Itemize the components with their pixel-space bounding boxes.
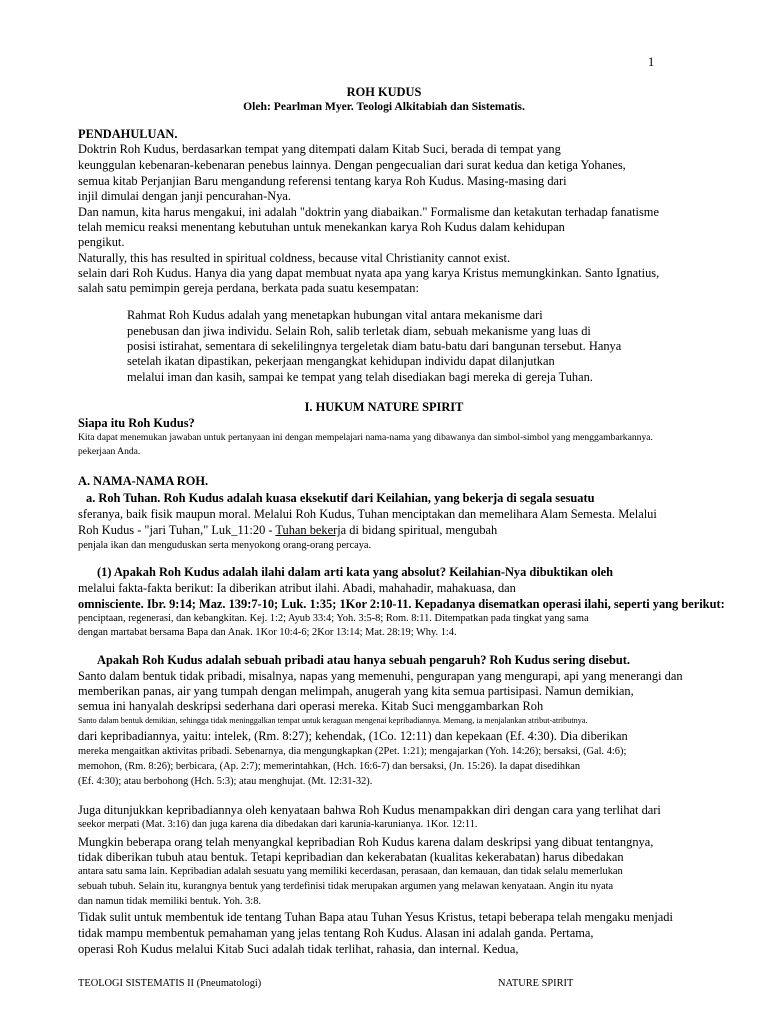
small-line: pekerjaan Anda. xyxy=(78,446,141,457)
question-heading: Siapa itu Roh Kudus? xyxy=(78,416,195,430)
body-line: salah satu pemimpin gereja perdana, berkata pada suatu kesempatan: xyxy=(78,281,419,295)
body-line: Dan namun, kita harus mengakui, ini adalah "doktrin yang diabaikan." Formalisme dan ketakutan terhadap fanatisme xyxy=(78,205,659,219)
quote-line: setelah ikatan dipastikan, pekerjaan mengangkat kehidupan individu dapat dilanjutkan xyxy=(127,354,555,368)
small-line: dan namun tidak memiliki bentuk. Yoh. 3:8. xyxy=(78,896,261,907)
quote-line: Rahmat Roh Kudus adalah yang menetapkan hubungan vital antara mekanisme dari xyxy=(127,308,543,322)
small-line: dengan martabat bersama Bapa dan Anak. 1Kor 10:4-6; 2Kor 13:14; Mat. 28:19; Why. 1:4. xyxy=(78,627,457,638)
body-line: Roh Kudus - "jari Tuhan," Luk_11:20 - Tuhan bekerja di bidang spiritual, mengubah xyxy=(78,523,498,537)
body-line: operasi Roh Kudus melalui Kitab Suci adalah tidak terlihat, rahasia, dan internal. Kedua, xyxy=(78,942,519,956)
quote-line: melalui iman dan kasih, sampai ke tempat yang telah disediakan bagi mereka di gereja Tuhan. xyxy=(127,370,593,384)
body-line: melalui fakta-fakta berikut: Ia diberikan atribut ilahi. Abadi, mahahadir, mahakuasa, dan xyxy=(78,581,516,595)
body-line: semua kitab Perjanjian Baru mengandung referensi tentang karya Roh Kudus. Masing-masing dari xyxy=(78,174,567,188)
page-number: 1 xyxy=(648,55,655,69)
body-line: pengikut. xyxy=(78,235,125,249)
small-line: sebuah tubuh. Selain itu, kurangnya bentuk yang terdefinisi tidak merupakan argumen yang melawan kenyataan. Angin itu nyata xyxy=(78,881,614,892)
body-line: sferanya, baik fisik maupun moral. Melalui Roh Kudus, Tuhan menciptakan dan memelihara Alam Semesta. Melalui xyxy=(78,507,657,521)
point-2-heading: Apakah Roh Kudus adalah sebuah pribadi atau hanya sebuah pengaruh? Roh Kudus sering disebut. xyxy=(97,653,630,667)
body-line: Naturally, this has resulted in spiritual coldness, because vital Christianity cannot exist. xyxy=(78,251,511,265)
small-line: Kita dapat menemukan jawaban untuk pertanyaan ini dengan mempelajari nama-nama yang dibawanya dan simbol-simbol yang menggambarkannya. xyxy=(78,432,653,443)
subheading-a: a. Roh Tuhan. Roh Kudus adalah kuasa eksekutif dari Keilahian, yang bekerja di segala sesuatu xyxy=(86,491,595,505)
footer-right: NATURE SPIRIT xyxy=(498,978,574,989)
body-line: Doktrin Roh Kudus, berdasarkan tempat yang ditempati dalam Kitab Suci, berada di tempat yang xyxy=(78,142,561,156)
small-line: antara satu sama lain. Kepribadian adalah sesuatu yang memiliki kecerdasan, perasaan, dan kemauan, dan tidak selalu memerlukan xyxy=(78,866,623,877)
small-line: memohon, (Rm. 8:26); berbicara, (Ap. 2:7); memerintahkan, (Hch. 16:6-7) dan bersaksi, (Jn. 15:26). Ia dapat disedihkan xyxy=(78,761,581,772)
body-line: telah memicu reaksi menentang kebutuhan untuk menekankan karya Roh Kudus dalam kehidupan xyxy=(78,220,565,234)
body-line: memberikan panas, air yang tumpah dengan melimpah, anugerah yang kita semua partisipasi. Namun demikian, xyxy=(78,684,634,698)
body-line: injil dimulai dengan janji pencurahan-Nya. xyxy=(78,189,291,203)
body-line: Santo dalam bentuk tidak pribadi, misalnya, napas yang memenuhi, pengurapan yang mengurapi, api yang menerangi dan xyxy=(78,669,683,683)
body-line: semua ini hanyalah deskripsi sederhana dari operasi mereka. Kitab Suci menggambarkan Roh xyxy=(78,699,544,713)
footer-left: TEOLOGI SISTEMATIS II (Pneumatologi) xyxy=(78,978,262,989)
small-line: penjala ikan dan menguduskan serta menyokong orang-orang percaya. xyxy=(78,540,372,551)
body-line-bold: omnisciente. Ibr. 9:14; Maz. 139:7-10; Luk. 1:35; 1Kor 2:10-11. Kepadanya disematkan operasi ilahi, seperti yang berikut: xyxy=(78,597,725,611)
document-title: ROH KUDUS xyxy=(346,85,422,99)
small-line: seekor merpati (Mat. 3:16) dan juga karena dia dibedakan dari karunia-karunianya. 1Kor. 12:11. xyxy=(78,819,478,830)
body-line: tidak mampu membentuk pemahaman yang jelas tentang Roh Kudus. Alasan ini adalah ganda. Pertama, xyxy=(78,926,594,940)
small-line: mereka mengaitkan aktivitas pribadi. Sebenarnya, dia mengungkapkan (2Pet. 1:21); mengajarkan (Yoh. 14:26); bersaksi, (Gal. 4:6); xyxy=(78,746,627,757)
body-line: Juga ditunjukkan kepribadiannya oleh kenyataan bahwa Roh Kudus menampakkan diri dengan cara yang terlihat dari xyxy=(78,803,661,817)
body-line: Tidak sulit untuk membentuk ide tentang Tuhan Bapa atau Tuhan Yesus Kristus, tetapi beberapa telah mengaku menjadi xyxy=(78,910,673,924)
quote-line: penebusan dan jiwa individu. Selain Roh, salib terletak diam, sebuah mekanisme yang luas di xyxy=(127,324,591,338)
underlined-text: Tuhan bekerj xyxy=(275,523,341,537)
body-line: Mungkin beberapa orang telah menyangkal kepribadian Roh Kudus karena dalam deskripsi yang dibuat tentangnya, xyxy=(78,835,654,849)
body-line: dari kepribadiannya, yaitu: intelek, (Rm. 8:27); kehendak, (1Co. 12:11) dan kepekaan (Ef. 4:30). Dia diberikan xyxy=(78,729,628,743)
small-line: penciptaan, regenerasi, dan kebangkitan. Kej. 1:2; Ayub 33:4; Yoh. 3:5-8; Rom. 8:11. Ditempatkan pada tingkat yang sama xyxy=(78,613,589,624)
body-line: tidak diberikan tubuh atau bentuk. Tetapi kepribadian dan kekerabatan (kualitas kekerabatan) harus dibedakan xyxy=(78,850,624,864)
section-heading-a: A. NAMA-NAMA ROH. xyxy=(78,474,209,488)
body-line: selain dari Roh Kudus. Hanya dia yang dapat membuat nyata apa yang karya Kristus memungkinkan. Santo Ignatius, xyxy=(78,266,660,280)
point-1-heading: (1) Apakah Roh Kudus adalah ilahi dalam arti kata yang absolut? Keilahian-Nya dibuktikan oleh xyxy=(97,565,614,579)
section-heading-pendahuluan: PENDAHULUAN. xyxy=(78,127,178,141)
small-line: Santo dalam bentuk demikian, sehingga tidak meninggalkan tempat untuk keraguan mengenai kepribadiannya. Memang, ia menjalankan atribut-atributnya. xyxy=(78,716,588,725)
body-line: keunggulan kebenaran-kebenaran penebus lainnya. Dengan pengecualian dari surat kedua dan ketiga Yohanes, xyxy=(78,158,626,172)
small-line: (Ef. 4:30); atau berbohong (Hch. 5:3); atau menghujat. (Mt. 12:31-32). xyxy=(78,776,373,787)
section-heading-1: I. HUKUM NATURE SPIRIT xyxy=(304,400,464,414)
document-byline: Oleh: Pearlman Myer. Teologi Alkitabiah dan Sistematis. xyxy=(243,100,525,113)
quote-line: posisi istirahat, sementara di sekelilingnya tergeletak diam batu-batu dari bangunan tersebut. Hanya xyxy=(127,339,622,353)
